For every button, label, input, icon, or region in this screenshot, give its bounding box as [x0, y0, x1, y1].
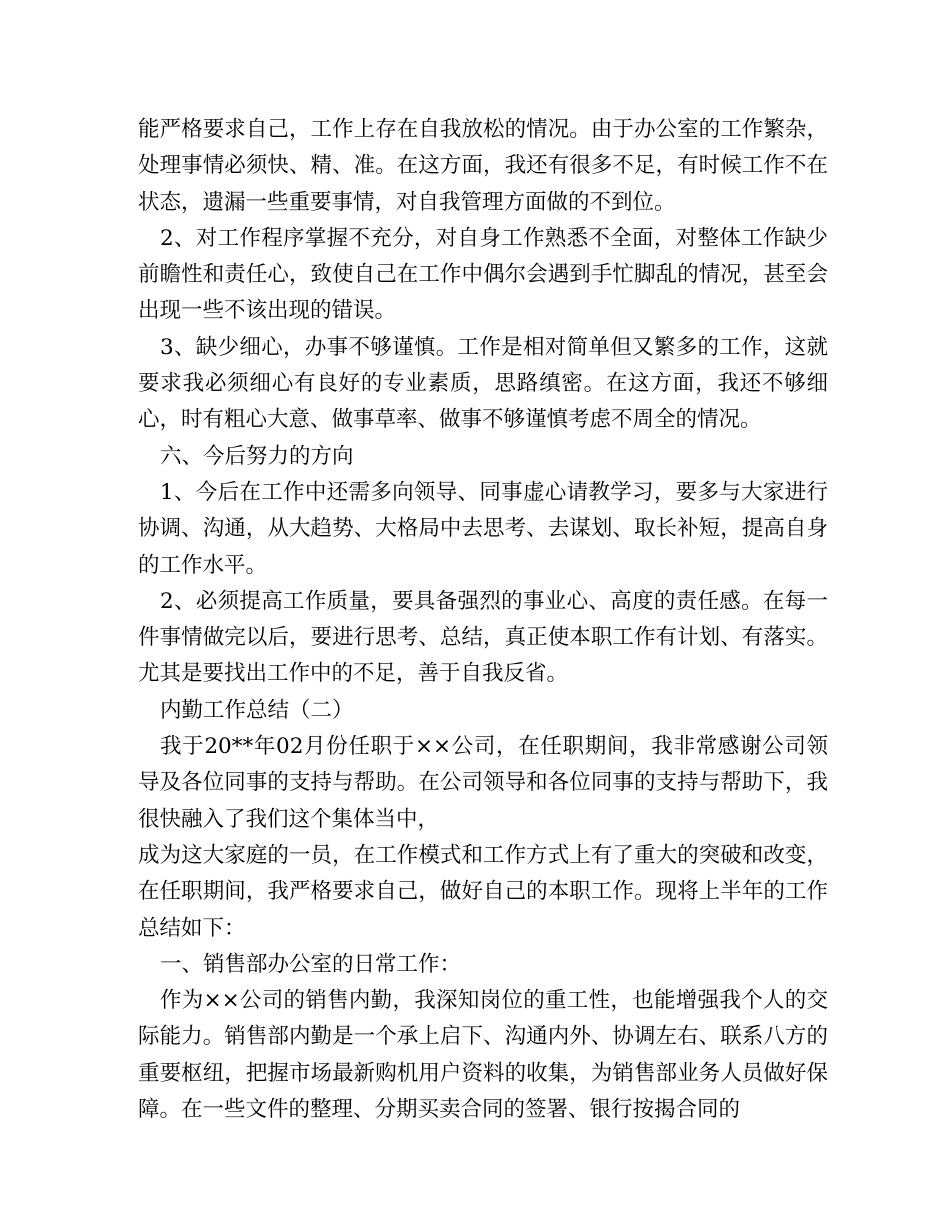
paragraph-5: 2、必须提高工作质量，要具备强烈的事业心、高度的责任感。在每一件事情做完以后，要进行思考、总结，真正使本职工作有计划、有落实。尤其是要找出工作中的不足，善于自我反省。 [138, 588, 828, 687]
section-heading-daily-work: 一、销售部办公室的日常工作： [160, 951, 462, 977]
paragraph-2: 2、对工作程序掌握不充分，对自身工作熟悉不全面，对整体工作缺少前瞻性和责任心，致使自己在工作中偶尔会遇到手忙脚乱的情况，甚至会出现一些不该出现的错误。 [138, 225, 828, 324]
paragraph-1: 能严格要求自己，工作上存在自我放松的情况。由于办公室的工作繁杂，处理事情必须快、精、准。在这方面，我还有很多不足，有时候工作不在状态，遗漏一些重要事情，对自我管理方面做的不到位。 [138, 117, 828, 215]
paragraph-8: 作为××公司的销售内勤，我深知岗位的重工性，也能增强我个人的交际能力。销售部内勤是一个承上启下、沟通内外、协调左右、联系八方的重要枢纽，把握市场最新购机用户资料的收集，为销售部业务人员做好保障。在一些文件的整理、分期买卖合同的签署、银行按揭合同的 [138, 988, 828, 1123]
document-body [138, 112, 828, 1128]
section-heading-summary-two: 内勤工作总结（二） [160, 697, 354, 723]
paragraph-4: 1、今后在工作中还需多向领导、同事虚心请教学习，要多与大家进行协调、沟通，从大趋势、大格局中去思考、去谋划、取长补短，提高自身的工作水平。 [138, 479, 828, 578]
paragraph-6: 我于20**年02月份任职于××公司，在任职期间，我非常感谢公司领导及各位同事的支持与帮助。在公司领导和各位同事的支持与帮助下，我很快融入了我们这个集体当中， [138, 734, 828, 832]
paragraph-3: 3、缺少细心，办事不够谨慎。工作是相对简单但又繁多的工作，这就要求我必须细心有良好的专业素质，思路缜密。在这方面，我还不够细心，时有粗心大意、做事草率、做事不够谨慎考虑不周全的情况。 [138, 334, 828, 433]
section-heading-future-direction: 六、今后努力的方向 [160, 443, 354, 469]
paragraph-7: 成为这大家庭的一员，在工作模式和工作方式上有了重大的突破和改变，在任职期间，我严格要求自己，做好自己的本职工作。现将上半年的工作总结如下： [138, 842, 828, 941]
